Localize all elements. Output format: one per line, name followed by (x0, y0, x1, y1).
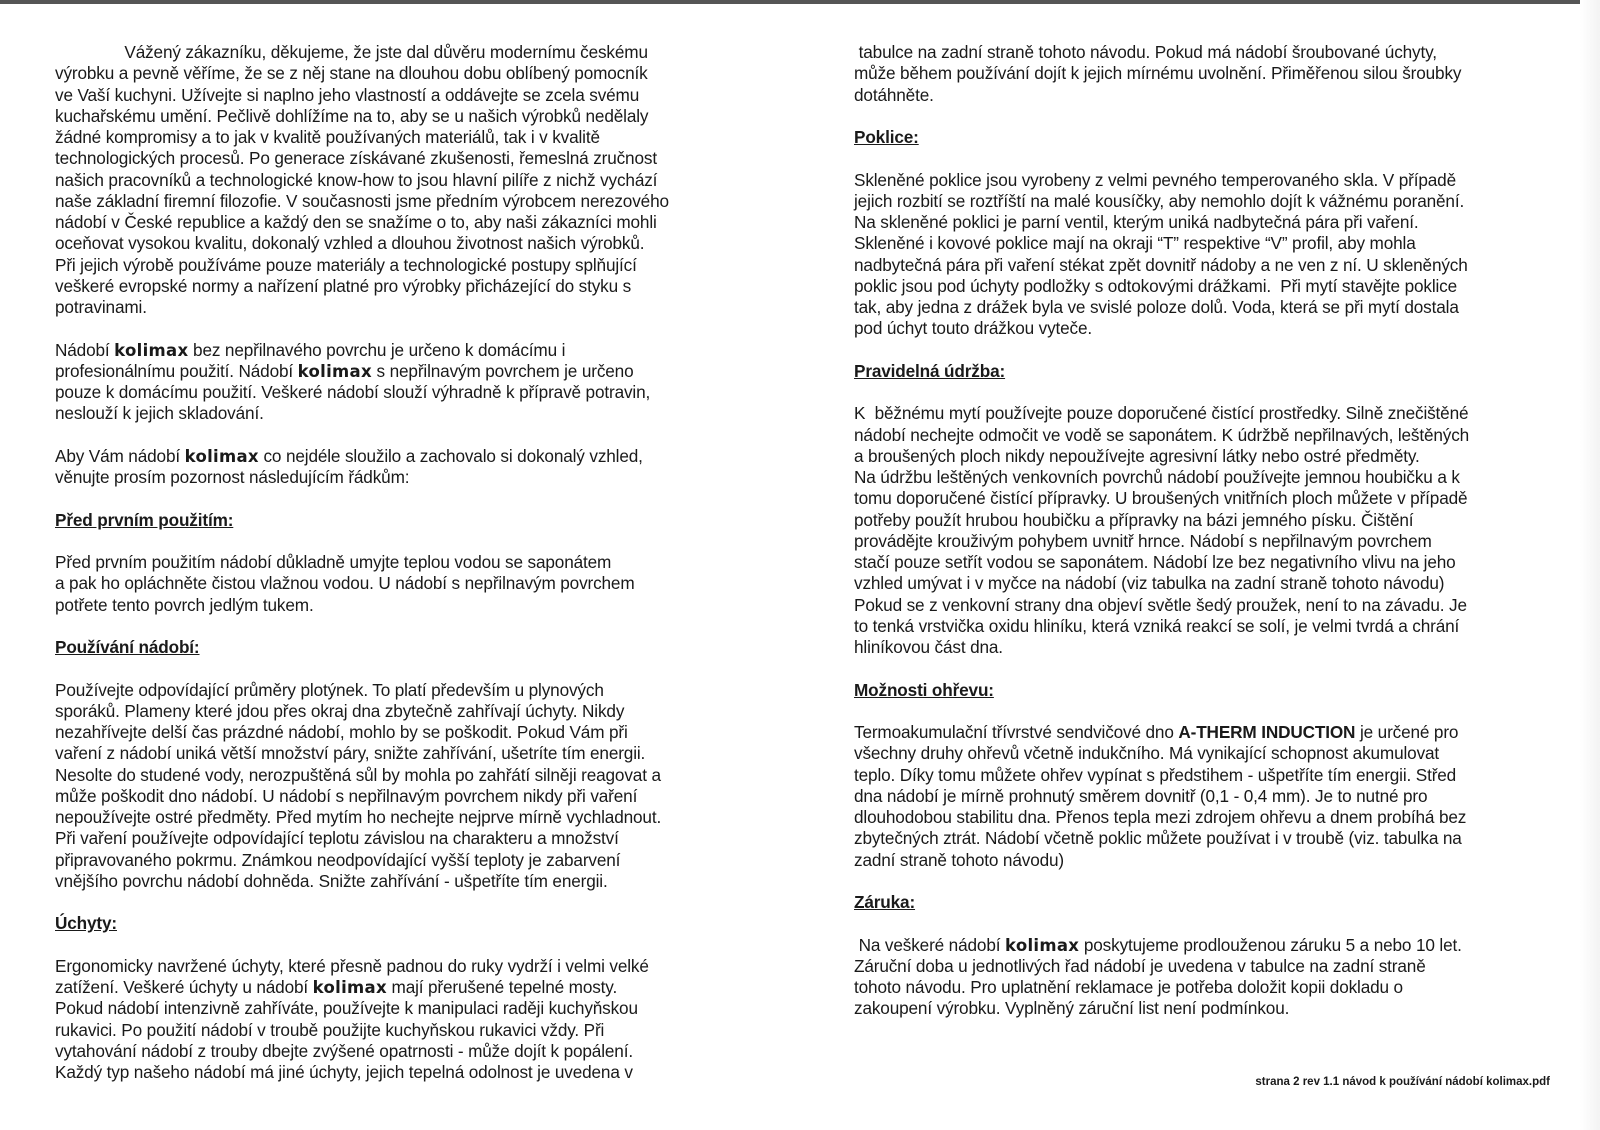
line-text-cont: bez nepřilnavého povrchu je určeno k domácímu i (188, 339, 566, 360)
brand-name: kolimax (297, 361, 372, 381)
line-text: nezahřívejte delší čas prázdné nádobí, mohlo by se poškodit. Pokud Vám při (55, 722, 628, 742)
paragraph-gap (854, 382, 1566, 403)
line-text: Pokud se z venkovní strany dna objeví světle šedý proužek, není to na závadu. Je (854, 594, 1467, 615)
paragraph-gap (55, 935, 755, 956)
paragraph-gap (854, 658, 1566, 679)
text-line (55, 106, 755, 127)
text-line (854, 743, 1566, 764)
text-line (55, 765, 755, 786)
text-line (55, 680, 755, 701)
text-line (55, 340, 755, 361)
line-text: K běžnému mytí používejte pouze doporučené čistící prostředky. Silně znečištěné (854, 403, 1469, 424)
text-line (55, 467, 755, 488)
line-text: nadbytečná pára při vaření stékat zpět dovnitř nádoby a ne ven z ní. U skleněných (854, 254, 1468, 275)
text-line (55, 871, 755, 892)
line-text: Skleněné poklice jsou vyrobeny z velmi pevného temperovaného skla. V případě (854, 169, 1456, 190)
line-text: Skleněné i kovové poklice mají na okraji “T” respektive “V” profil, aby mohla (854, 233, 1416, 254)
text-line (55, 1062, 755, 1083)
line-text: Termoakumulační třívrstvé sendvičové dno (854, 722, 1179, 742)
text-line (55, 552, 755, 573)
paragraph-gap (854, 106, 1566, 127)
text-line (854, 786, 1566, 807)
text-line (854, 255, 1566, 276)
text-line (854, 510, 1566, 531)
text-line (854, 425, 1566, 446)
line-text: Aby Vám nádobí (55, 445, 185, 466)
text-line (854, 595, 1566, 616)
line-text: zbytečných ztrát. Nádobí včetně poklic můžete používat i v troubě (viz. tabulka na (854, 828, 1462, 849)
line-text: a pak ho opláchněte čistou vlažnou vodou. U nádobí s nepřilnavým povrchem (55, 573, 635, 594)
brand-name: kolimax (184, 446, 259, 466)
line-text: Každý typ našeho nádobí má jiné úchyty, jejich tepelná odolnost je uvedena v (55, 1062, 633, 1082)
section-heading (854, 361, 1566, 382)
line-text: Poklice: (854, 127, 919, 147)
text-line (854, 807, 1566, 828)
line-text: to tenká vrstvička oxidu hliníku, která vzniká reakcí se solí, je velmi tvrdá a chrání (854, 615, 1460, 636)
line-text: vaření z nádobí uniká větší množství páry, snižte zahřívání, ušetríte tím energii. (55, 743, 646, 764)
line-text: dotáhněte. (854, 84, 934, 105)
brand-name: kolimax (114, 340, 189, 360)
line-text: Nesolte do studené vody, nerozpuštěná sůl by mohla po zahřátí silněji reagovat a (55, 764, 661, 785)
line-text: provádějte krouživým pohybem uvnitř hrnce. Nádobí s nepřilnavým povrchem (854, 530, 1432, 551)
text-line (55, 446, 755, 467)
text-line (854, 935, 1566, 956)
text-line (55, 382, 755, 403)
line-text: Při vaření používejte odpovídající teplotu závislou na charakteru a množství (55, 828, 619, 849)
line-text: výrobku a pevně věříme, že se z něj stane na dlouhou dobu oblíbený pomocník (55, 63, 648, 84)
section-heading (55, 510, 755, 531)
line-text: nádobí v České republice a každý den se snažíme o to, aby naši zákazníci mohli (55, 212, 657, 232)
paragraph-gap (854, 913, 1566, 934)
line-text: rukavici. Po použití nádobí v troubě použijte kuchyňskou rukavici vždy. Při (55, 1019, 605, 1040)
text-line (854, 956, 1566, 977)
text-line (55, 212, 755, 233)
paragraph-gap (55, 425, 755, 446)
text-line (854, 573, 1566, 594)
line-text: pod úchyt touto drážkou vyteče. (854, 318, 1093, 339)
line-text: tohoto návodu. Pro uplatnění reklamace je potřeba doložit kopii dokladu o (854, 977, 1403, 997)
line-text-cont: je určené pro (1355, 722, 1459, 742)
text-line (854, 828, 1566, 849)
line-text: veškeré evropské normy a nařízení platné pro výrobky přicházející do styku s (55, 275, 632, 296)
line-text: profesionálnímu použití. Nádobí (55, 360, 298, 381)
line-text: potřeby použít hrubou houbičku a přípravky na bázi jemného písku. Čištění (854, 509, 1414, 530)
text-line (854, 531, 1566, 552)
line-text: tomu doporučené čistící přípravky. U broušených vnitřních ploch můžete v případě (854, 488, 1468, 509)
paragraph-gap (55, 658, 755, 679)
text-line (55, 828, 755, 849)
line-text: Na skleněné poklici je parní ventil, kterým uniká nadbytečná pára při vaření. (854, 212, 1419, 232)
text-line (55, 573, 755, 594)
line-text: Záruka: (854, 892, 916, 912)
line-text: potřete tento povrch jedlým tukem. (55, 594, 314, 615)
line-text-cont: mají přerušené tepelné mosty. (386, 977, 618, 997)
text-line (854, 85, 1566, 106)
line-text: dlouhodobou stabilitu dna. Přenos tepla mezi zdrojem ohřevu a dnem probíhá bez (854, 807, 1467, 827)
section-heading (55, 637, 755, 658)
text-line (55, 850, 755, 871)
text-line (854, 63, 1566, 84)
text-line (55, 977, 755, 998)
paragraph-gap (55, 892, 755, 913)
line-text: věnujte prosím pozornost následujícím řádkům: (55, 467, 410, 487)
text-line (854, 977, 1566, 998)
text-line (854, 212, 1566, 233)
line-text: technologických procesů. Po generace získávané zkušenosti, řemeslná zručnost (55, 148, 657, 169)
top-border (0, 0, 1600, 4)
line-text: naše základní firemní filozofie. V současnosti jsme předním výrobcem nerezového (55, 190, 669, 211)
text-line (55, 701, 755, 722)
line-text: žádné kompromisy a to jak v kvalitě používaných materiálů, tak i v kvalitě (55, 127, 600, 147)
text-line (854, 318, 1566, 339)
text-line (55, 743, 755, 764)
text-line (55, 998, 755, 1019)
paragraph-gap (854, 148, 1566, 169)
text-line (854, 765, 1566, 786)
right-column (854, 42, 1566, 1020)
text-line (55, 42, 755, 63)
line-text: Na údržbu leštěných venkovních povrchů nádobí používejte jemnou houbičku a k (854, 467, 1460, 487)
line-text: dna nádobí je mírně prohnutý směrem dovnitř (0,1 - 0,4 mm). Je to nutné pro (854, 785, 1428, 806)
text-line (55, 85, 755, 106)
text-line (854, 850, 1566, 871)
text-line (55, 63, 755, 84)
line-text: Úchyty: (55, 913, 117, 934)
paragraph-gap (55, 318, 755, 339)
section-heading (55, 913, 755, 934)
text-line (55, 297, 755, 318)
text-line (854, 616, 1566, 637)
text-line (55, 956, 755, 977)
line-text: kuchařskému umění. Pečlivě dohlížíme na to, aby se u našich výrobků nedělaly (55, 105, 649, 126)
line-text: a broušených ploch nikdy nepoužívejte agresivní látky nebo ostré předměty. (854, 445, 1420, 466)
line-text: jejich rozbití se roztříští na malé kousíčky, aby nemohlo dojít k vážnému poranění. (854, 190, 1465, 211)
text-line (55, 595, 755, 616)
line-text: Pravidelná údržba: (854, 360, 1006, 381)
line-text: Před prvním použitím nádobí důkladně umyjte teplou vodou se saponátem (55, 552, 612, 572)
section-heading (854, 680, 1566, 701)
text-line (854, 191, 1566, 212)
line-text: poklic jsou pod úchyty podložky s odtokovými drážkami. Při mytí stavějte poklice (854, 275, 1458, 296)
text-line (854, 276, 1566, 297)
text-line (55, 786, 755, 807)
line-text: teplo. Díky tomu můžete ohřev vypínat s předstihem - ušpetříte tím energii. Střed (854, 764, 1457, 785)
left-column (55, 42, 755, 1083)
text-line (55, 807, 755, 828)
text-line (854, 552, 1566, 573)
text-line (854, 297, 1566, 318)
page-footer: strana 2 rev 1.1 návod k používání nádobí kolimax.pdf (1255, 1076, 1550, 1088)
line-text: zatížení. Veškeré úchyty u nádobí (55, 977, 313, 997)
text-line (854, 998, 1566, 1019)
line-text: připravovaného pokrmu. Známkou neodpovídající vyšší teploty je zabarvení (55, 849, 621, 870)
line-text: Možnosti ohřevu: (854, 679, 994, 700)
line-text: sporáků. Plameny které jdou přes okraj dna zbytečně zahřívají úchyty. Nikdy (55, 700, 625, 721)
line-text: stačí pouze setřít vodou se saponátem. Nádobí lze bez negativního vlivu na jeho (854, 552, 1456, 572)
line-text: zakoupení výrobku. Vyplněný záruční list není podmínkou. (854, 998, 1290, 1019)
line-text: potravinami. (55, 297, 147, 317)
text-line (55, 191, 755, 212)
line-text: nádobí nechejte odmočit ve vodě se saponátem. K údržbě nepřilnavých, leštěných (854, 424, 1470, 445)
line-text: všechny druhy ohřevů včetně indukčního. Má vynikající schopnost akumulovat (854, 743, 1440, 764)
line-text: Pokud nádobí intenzivně zahříváte, používejte k manipulaci raději kuchyňskou (55, 998, 638, 1019)
line-text: Vážený zákazníku, děkujeme, že jste dal důvěru modernímu českému (55, 42, 648, 62)
text-line (854, 170, 1566, 191)
text-line (55, 148, 755, 169)
text-line (854, 488, 1566, 509)
line-text: zadní straně tohoto návodu) (854, 849, 1064, 870)
line-text: může poškodit dno nádobí. U nádobí s nepřilnavým povrchem nikdy při vaření (55, 785, 638, 806)
text-line (854, 637, 1566, 658)
line-text-cont: s nepřilnavým povrchem je určeno (371, 360, 634, 381)
line-text: Na veškeré nádobí (854, 934, 1005, 955)
line-text: tak, aby jedna z drážek byla ve svislé poloze dolů. Voda, která se při mytí dostala (854, 297, 1459, 317)
text-line (55, 276, 755, 297)
line-text: našich pracovníků a technologické know-how to jsou hlavní pilíře z nichž vychází (55, 169, 658, 190)
text-line (55, 403, 755, 424)
section-heading (854, 127, 1566, 148)
page-edge-shadow (1580, 0, 1600, 1130)
line-text: Používejte odpovídající průměry plotýnek. To platí především u plynových (55, 679, 604, 700)
line-text: neslouží k jejich skladování. (55, 403, 264, 424)
text-line (854, 446, 1566, 467)
brand-name: kolimax (312, 978, 387, 997)
line-text-cont: co nejdéle sloužilo a zachovalo si dokonalý vzhled, (258, 445, 643, 466)
text-line (854, 233, 1566, 254)
line-text: vzhled umývat i v myčce na nádobí (viz tabulka na zadní straně tohoto návodu) (854, 573, 1445, 594)
bold-text: A-THERM INDUCTION (1178, 722, 1356, 742)
line-text: Při jejich výrobě používáme pouze materiály a technologické postupy splňující (55, 254, 637, 275)
line-text: ve Vaší kuchyni. Užívejte si naplno jeho vlastností a oddávejte se zcela svému (55, 84, 640, 105)
line-text: nepoužívejte ostré předměty. Před mytím ho nechejte nejprve mírně vychladnout. (55, 807, 662, 827)
line-text: Ergonomicky navržené úchyty, které přesně padnou do ruky vydrží i velmi velké (55, 955, 649, 976)
line-text: hliníkovou část dna. (854, 637, 1003, 657)
text-line (55, 255, 755, 276)
paragraph-gap (55, 616, 755, 637)
line-text: pouze k domácímu použití. Veškeré nádobí slouží výhradně k přípravě potravin, (55, 382, 651, 402)
brand-name: kolimax (1004, 935, 1080, 955)
line-text: vytahování nádobí z trouby dbejte zvýšené opatrnosti - může dojít k popálení. (55, 1040, 633, 1061)
text-line (55, 1041, 755, 1062)
text-line (854, 403, 1566, 424)
text-line (55, 361, 755, 382)
line-text: vnějšího povrchu nádobí dohněda. Snižte zahřívání - ušpetříte tím energii. (55, 870, 608, 891)
line-text: Nádobí (55, 339, 115, 360)
line-text-cont: poskytujeme prodlouženou záruku 5 a nebo 10 let. (1079, 934, 1462, 955)
text-line (55, 1020, 755, 1041)
section-heading (854, 892, 1566, 913)
paragraph-gap (55, 531, 755, 552)
text-line (55, 127, 755, 148)
line-text: Záruční doba u jednotlivých řad nádobí je uvedena v tabulce na zadní straně (854, 955, 1426, 976)
text-line (55, 170, 755, 191)
paragraph-gap (854, 871, 1566, 892)
text-line (55, 722, 755, 743)
text-line (854, 42, 1566, 63)
paragraph-gap (55, 488, 755, 509)
text-line (854, 467, 1566, 488)
paragraph-gap (854, 701, 1566, 722)
text-line (55, 233, 755, 254)
line-text: Používání nádobí: (55, 637, 200, 657)
paragraph-gap (854, 340, 1566, 361)
line-text: Před prvním použitím: (55, 509, 234, 530)
text-line (854, 722, 1566, 743)
line-text: tabulce na zadní straně tohoto návodu. Pokud má nádobí šroubované úchyty, (854, 42, 1437, 62)
line-text: může během používání dojít k jejich mírnému uvolnění. Přiměřenou silou šroubky (854, 63, 1462, 84)
line-text: oceňovat vysokou kvalitu, dokonalý vzhled a dlouhou životnost našich výrobků. (55, 233, 645, 254)
